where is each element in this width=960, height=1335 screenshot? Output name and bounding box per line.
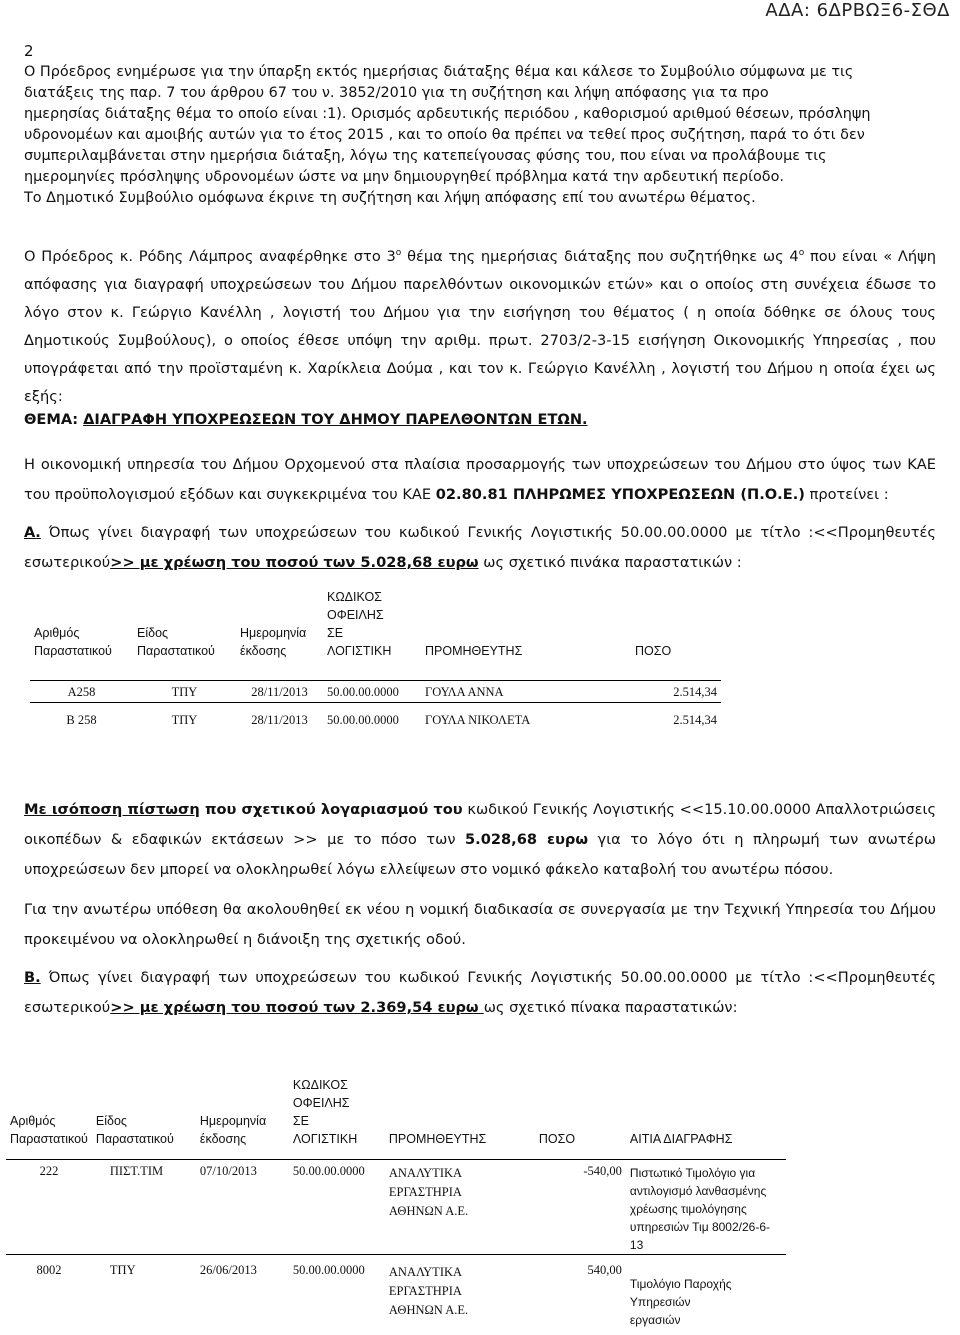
text-run: ως σχετικό πίνακα παραστατικών: [483,999,738,1016]
doc-number-cell: 8002 [36,1262,62,1277]
doc-number-cell: 222 [39,1163,59,1178]
text-run: για το λόγο ότι η πληρωμή των ανωτέρω υποχρεώσεων δεν μπορεί να ολοκληρωθεί λόγω ελλείψεων στο νομικό φάκελο καταβολή του ανωτέρω πόσου. [24,831,936,878]
header-cell: Είδος Παραστατικού [95,1114,174,1146]
intro-line: συμπεριλαμβάνεται στην ημερήσια διάταξη, λόγω της κατεπείγουσας φύσης του, που είναι να προλάβουμε τις [24,148,827,164]
table-row [6,1254,786,1329]
doc-type-cell: ΠΙΣΤ.ΤΙΜ [109,1163,164,1178]
reason-cell: Τιμολόγιο Παροχής Υπηρεσιών εργασιών [629,1276,732,1327]
subject-heading [24,406,936,434]
page-number: 2 [24,42,34,60]
header-cell: Είδος Παραστατικού [137,626,215,658]
president-paragraph [24,243,936,411]
reason-cell: Πιστωτικό Τιμολόγιο για αντιλογισμό λανθασμένης χρέωσης τιμολόγησης υπηρεσιών Τιμ 8002/26-6-13 [629,1165,770,1252]
text-run: >> με χρέωση του ποσού των [110,999,361,1016]
code-cell: 50.00.00.0000 [292,1163,365,1178]
invoice-table-a [30,588,721,736]
header-cell: ΚΩΔΙΚΟΣ ΟΦΕΙΛΗΣ ΣΕ ΛΟΓΙΣΤΙΚΗ [292,1078,358,1146]
supplier-cell: ΓΟΥΛΑ ΝΙΚΟΛΕΤΑ [425,712,531,727]
supplier-cell: ΑΝΑΛΥΤΙΚΑ ΕΡΓΑΣΤΗΡΙΑ ΑΘΗΝΩΝ Α.Ε. [388,1165,469,1218]
header-cell: Αριθμός Παραστατικού [10,1114,88,1146]
invoice-table-b [6,1076,786,1329]
doc-type-cell: ΤΠΥ [171,684,198,699]
subject-label: ΘΕΜΑ: [24,411,84,428]
subject-title: ΔΙΑΓΡΑΦΗ ΥΠΟΧΡΕΩΣΕΩΝ ΤΟΥ ΔΗΜΟΥ ΠΑΡΕΛΘΟΝΤΩΝ ΕΤΩΝ. [83,411,588,428]
header-cell: Ημερομηνία έκδοσης [199,1114,267,1146]
superscript: ο [798,248,805,259]
intro-paragraph [24,62,936,209]
date-cell: 28/11/2013 [251,712,308,727]
section-label: Β. [24,969,41,986]
table-row [30,702,721,736]
kae-code: 02.80.81 ΠΛΗΡΩΜΕΣ ΥΠΟΧΡΕΩΣΕΩΝ (Π.Ο.Ε.) [435,486,805,503]
amount-cell: -540,00 [583,1163,622,1178]
table-header-row [6,1076,786,1148]
doc-number-cell: Β 258 [66,712,97,727]
intro-line: Το Δημοτικό Συμβούλιο ομόφωνα έκρινε τη συζήτηση και λήψη απόφασης επί του ανωτέρω θέματος. [24,190,756,206]
code-cell: 50.00.00.0000 [327,712,399,727]
doc-type-cell: ΤΠΥ [171,712,198,727]
intro-line: ημερομηνίες πρόσληψης υδρονομέων ώστε να μην δημιουργηθεί πρόβλημα κατά την αρδευτική περίοδο. [24,169,784,185]
section-a [24,518,936,578]
amount-text: 5.028,68 ευρω [465,831,589,848]
header-cell: ΚΩΔΙΚΟΣ ΟΦΕΙΛΗΣ ΣΕ ΛΟΓΙΣΤΙΚΗ [327,590,392,658]
date-cell: 26/06/2013 [199,1262,257,1277]
text-run: >> με χρέωση του ποσού των [110,554,361,571]
section-label: Α. [24,524,41,541]
header-cell: ΠΟΣΟ [538,1132,576,1146]
doc-number-cell: Α258 [67,684,96,699]
credit-paragraph [24,795,936,885]
text-run: Όπως γίνει διαγραφή των υποχρεώσεων του κωδικού Γενικής Λογιστικής 50.00.00.0000 με τίτλο :<<Προμηθευτές εσωτερικού [24,969,936,1016]
header-cell: ΑΙΤΙΑ ΔΙΑΓΡΑΦΗΣ [629,1132,733,1146]
intro-line: διατάξεις της παρ. 7 του άρθρου 67 του ν. 3852/2010 για τη συζήτηση και λήψη απόφασης για τα προ [24,85,769,101]
text-run: θέμα της ημερήσιας διάταξης που συζητήθηκε ως 4 [401,248,799,265]
text-run: Ο Πρόεδρος κ. Ρόδης Λάμπρος αναφέρθηκε στο 3 [24,248,396,265]
intro-line: Ο Πρόεδρος ενημέρωσε για την ύπαρξη εκτός ημερήσιας διάταξης θέμα και κάλεσε το Συμβούλιο σύμφωνα με τις [24,64,854,80]
text-run: προτείνει : [804,486,889,503]
text-run: Με ισόποση πίστωση [24,801,200,818]
text-run: Η οικονομική υπηρεσία του Δήμου Ορχομενού στα πλαίσια προσαρμογής των υποχρεώσεων του Δήμου στο ύψος των ΚΑΕ του προϋπολογισμού εξόδων και συγκεκριμένα του ΚΑΕ [24,456,936,503]
text-run: Όπως γίνει διαγραφή των υποχρεώσεων του κωδικού Γενικής Λογιστικής 50.00.00.0000 με τίτλο :<<Προμηθευτές εσωτερικού [24,524,936,571]
code-cell: 50.00.00.0000 [327,684,399,699]
intro-line: υδρονομέων και αμοιβής αυτών για το έτος 2015 , και το οποίο θα πρέπει να τεθεί προς συζήτηση, παρά το ότι δεν [24,127,865,143]
superscript: ο [395,248,402,259]
section-b [24,963,936,1023]
supplier-cell: ΑΝΑΛΥΤΙΚΑ ΕΡΓΑΣΤΗΡΙΑ ΑΘΗΝΩΝ Α.Ε. [388,1264,469,1317]
code-cell: 50.00.00.0000 [292,1262,365,1277]
header-cell: ΠΡΟΜΗΘΕΥΤΗΣ [388,1132,487,1146]
header-cell: ΠΡΟΜΗΘΕΥΤΗΣ [425,644,523,658]
text-run: που σχετικού λογαριασμού του [199,801,463,818]
header-cell: Αριθμός Παραστατικού [34,626,112,658]
amount-cell: 2.514,34 [673,684,717,699]
supplier-cell: ΓΟΥΛΑ ΑΝΝΑ [425,684,504,699]
text-run: κωδικού Γενικής Λογιστικής <<15.10.00.0000 Απαλλοτριώσεις οικοπέδων & εδαφικών εκτάσεων >> με το πόσο των [24,801,937,848]
ada-code: ΑΔΑ: 6ΔΡΒΩΞ6-ΣΘΔ [765,0,950,21]
date-cell: 07/10/2013 [199,1163,257,1178]
procedure-paragraph: Για την ανωτέρω υπόθεση θα ακολουθηθεί εκ νέου η νομική διαδικασία σε συνεργασία με την Τεχνική Υπηρεσία του Δήμου προκειμένου να ολοκληρωθεί η διάνοιξη της σχετικής οδού. [24,901,936,948]
amount-cell: 2.514,34 [673,712,717,727]
date-cell: 28/11/2013 [251,684,308,699]
amount-text: 2.369,54 ευρω [360,999,484,1016]
text-run: ως σχετικό πινάκα παραστατικών : [478,554,742,571]
amount-text: 5.028,68 ευρω [360,554,479,571]
table-row [6,1159,786,1254]
table-row [30,680,721,702]
service-paragraph [24,450,936,510]
intro-line: ημερησίας διάταξης θέμα το οποίο είναι :1). Ορισμός αρδευτικής περιόδου , καθορισμού αριθμού θέσεων, πρόσληψη [24,106,871,122]
doc-type-cell: ΤΠΥ [109,1262,136,1277]
header-cell: ΠΟΣΟ [635,644,672,658]
amount-cell: 540,00 [587,1262,622,1277]
text-run: που είναι « Λήψη απόφασης για διαγραφή υποχρεώσεων του Δήμου παρελθόντων οικονομικών ετών» και ο οποίος στη συνέχεια έδωσε το λόγο στον κ. Γεώργιο Κανέλλη , λογιστή του Δήμου για την εισήγηση του θέματος ( η οποία δόθηκε σε όλους τους Δημοτικούς Συμβούλους), ο οποίος έθεσε υπόψη την αριθμ. πρωτ. 2703/2-3-15 εισήγηση Οικονομικής Υπηρεσίας , που υπογράφεται από την προϊσταμένη κ. Χαρίκλεια Δούμα , και τον κ. Γεώργιο Κανέλλη , λογιστή του Δήμου η οποία έχει ως εξής: [24,248,936,405]
table-header-row [30,588,721,660]
header-cell: Ημερομηνία έκδοσης [240,626,307,658]
